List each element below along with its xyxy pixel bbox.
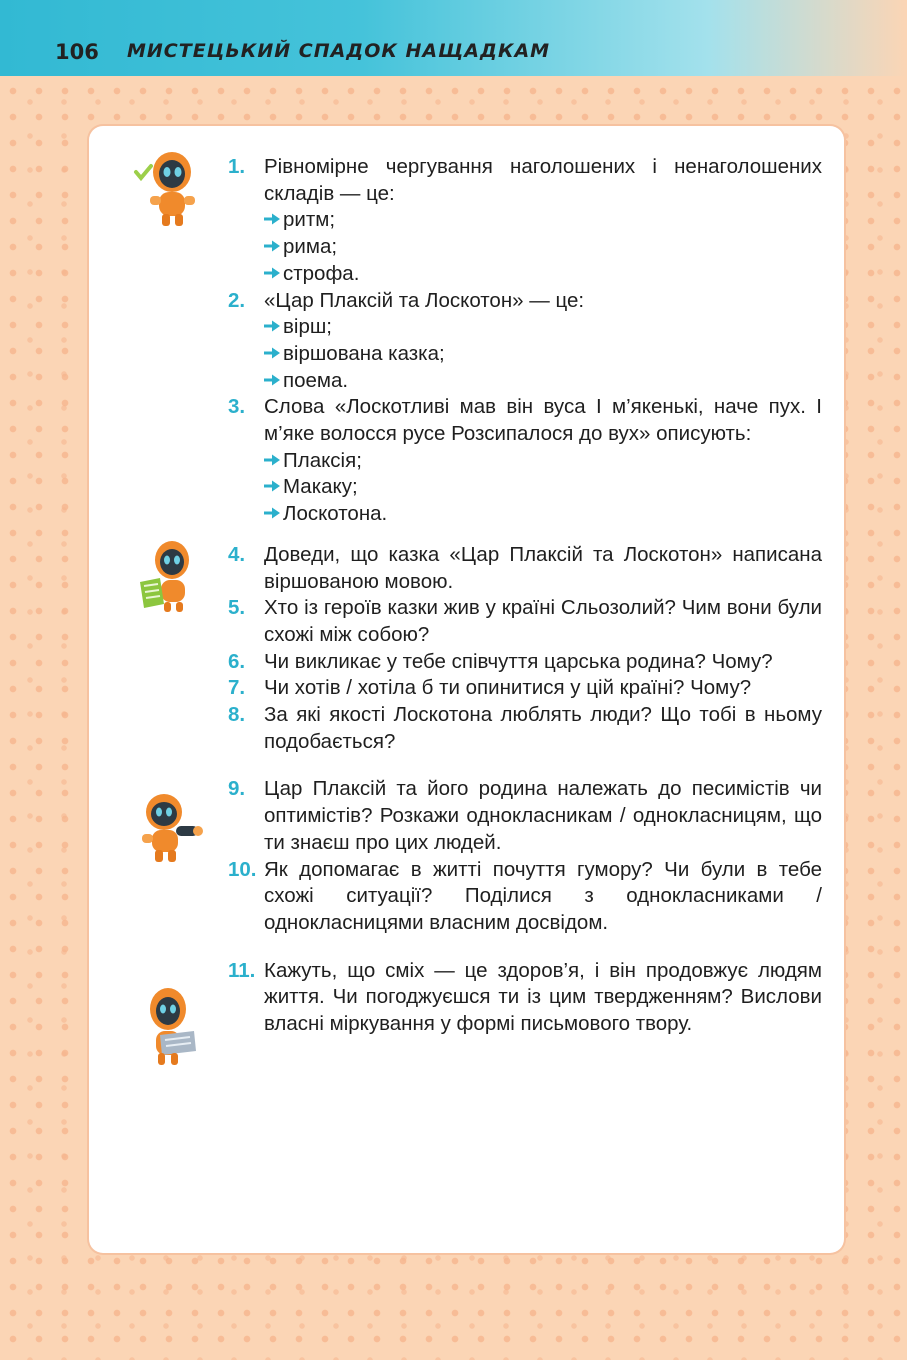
robot-writing-icon <box>138 985 200 1069</box>
answer-option-text: поема. <box>283 368 349 392</box>
question-number: 10. <box>228 857 257 881</box>
answer-option <box>264 448 822 475</box>
answer-option-text: ритм; <box>283 208 336 232</box>
question-11 <box>228 958 822 1038</box>
question-number: 4. <box>228 542 246 566</box>
answer-option-text: віршована казка; <box>283 341 445 365</box>
section-title: МИСТЕЦЬКИЙ СПАДОК НАЩАДКАМ <box>127 40 551 62</box>
arrow-right-icon <box>264 374 280 386</box>
question-group-3 <box>228 776 822 936</box>
arrow-right-icon <box>264 480 280 492</box>
arrow-right-icon <box>264 320 280 332</box>
question-number: 8. <box>228 703 246 727</box>
robot-discussion-icon <box>134 792 208 868</box>
question-3 <box>228 394 822 528</box>
question-group-4 <box>228 958 822 1038</box>
question-7 <box>228 675 822 702</box>
question-text: За які якості Лоскотона люблять люди? Що тобі в ньому подобається? <box>264 703 822 753</box>
arrow-right-icon <box>264 267 280 279</box>
arrow-right-icon <box>264 213 280 225</box>
question-number: 7. <box>228 676 246 700</box>
question-number: 11. <box>228 958 256 982</box>
answer-option-text: Лоскотона. <box>283 502 388 526</box>
question-5 <box>228 595 822 648</box>
question-text: «Цар Плаксій та Лоскотон» — це: <box>264 288 585 312</box>
question-6 <box>228 649 822 676</box>
answer-option-text: вірш; <box>283 315 332 339</box>
question-number: 6. <box>228 649 246 673</box>
robot-reading-icon <box>136 538 198 616</box>
question-9 <box>228 776 822 856</box>
question-1 <box>228 154 822 288</box>
question-8 <box>228 702 822 755</box>
answer-option <box>264 207 822 234</box>
answer-option <box>264 261 822 288</box>
answer-option <box>264 314 822 341</box>
answer-options <box>264 314 822 394</box>
question-list <box>228 154 822 1038</box>
question-number: 2. <box>228 288 246 312</box>
answer-option <box>264 474 822 501</box>
arrow-right-icon <box>264 240 280 252</box>
question-text: Доведи, що казка «Цар Плаксій та Лоскотон» написана віршованою мовою. <box>264 542 822 593</box>
page-header <box>0 0 907 76</box>
question-4 <box>228 542 822 595</box>
arrow-right-icon <box>264 347 280 359</box>
robot-check-icon <box>128 150 200 232</box>
answer-option <box>264 234 822 261</box>
question-text: Чи викликає у тебе співчуття царська родина? Чому? <box>264 649 773 673</box>
question-text: Кажуть, що сміх — це здоров’я, і він продовжує людям життя. Чи погоджуєшся ти із цим твердженням? Вислови власні міркування у формі письмового твору. <box>264 958 822 1036</box>
question-text: Цар Плаксій та його родина належать до песимістів чи оптимістів? Розкажи однокласникам / однокласницям, що ти знаєш про цих людей. <box>264 777 822 854</box>
question-number: 1. <box>228 155 246 178</box>
question-10 <box>228 857 822 937</box>
question-text: Як допомагає в житті почуття гумору? Чи були в тебе схожі ситуації? Поділися з однокласниками / однокласницями власним досвідом. <box>264 857 822 934</box>
arrow-right-icon <box>264 507 280 519</box>
question-text: Чи хотів / хотіла б ти опинитися у цій країні? Чому? <box>264 676 752 700</box>
question-group-1 <box>228 154 822 528</box>
page-number: 106 <box>55 40 99 64</box>
answer-option <box>264 341 822 368</box>
question-2 <box>228 288 822 395</box>
question-text: Хто із героїв казки жив у країні Сльозолий? Чим вони були схожі між собою? <box>264 596 822 646</box>
question-group-2 <box>228 542 822 756</box>
answer-option-text: Плаксія; <box>283 448 362 472</box>
question-text: Рівномірне чергування наголошених і ненаголошених складів — це: <box>264 155 822 205</box>
answer-option-text: Макаку; <box>283 475 358 499</box>
question-number: 5. <box>228 596 246 620</box>
question-text: Слова «Лоскотливі мав він вуса І м’якенькі, наче пух. І м’яке волосся русе Розсипалося до вух» описують: <box>264 395 822 446</box>
answer-option-text: строфа. <box>283 261 360 285</box>
question-number: 9. <box>228 777 246 801</box>
answer-option-text: рима; <box>283 235 338 259</box>
answer-options <box>264 207 822 287</box>
arrow-right-icon <box>264 454 280 466</box>
question-number: 3. <box>228 395 246 419</box>
answer-options <box>264 448 822 528</box>
answer-option <box>264 368 822 395</box>
answer-option <box>264 501 822 528</box>
